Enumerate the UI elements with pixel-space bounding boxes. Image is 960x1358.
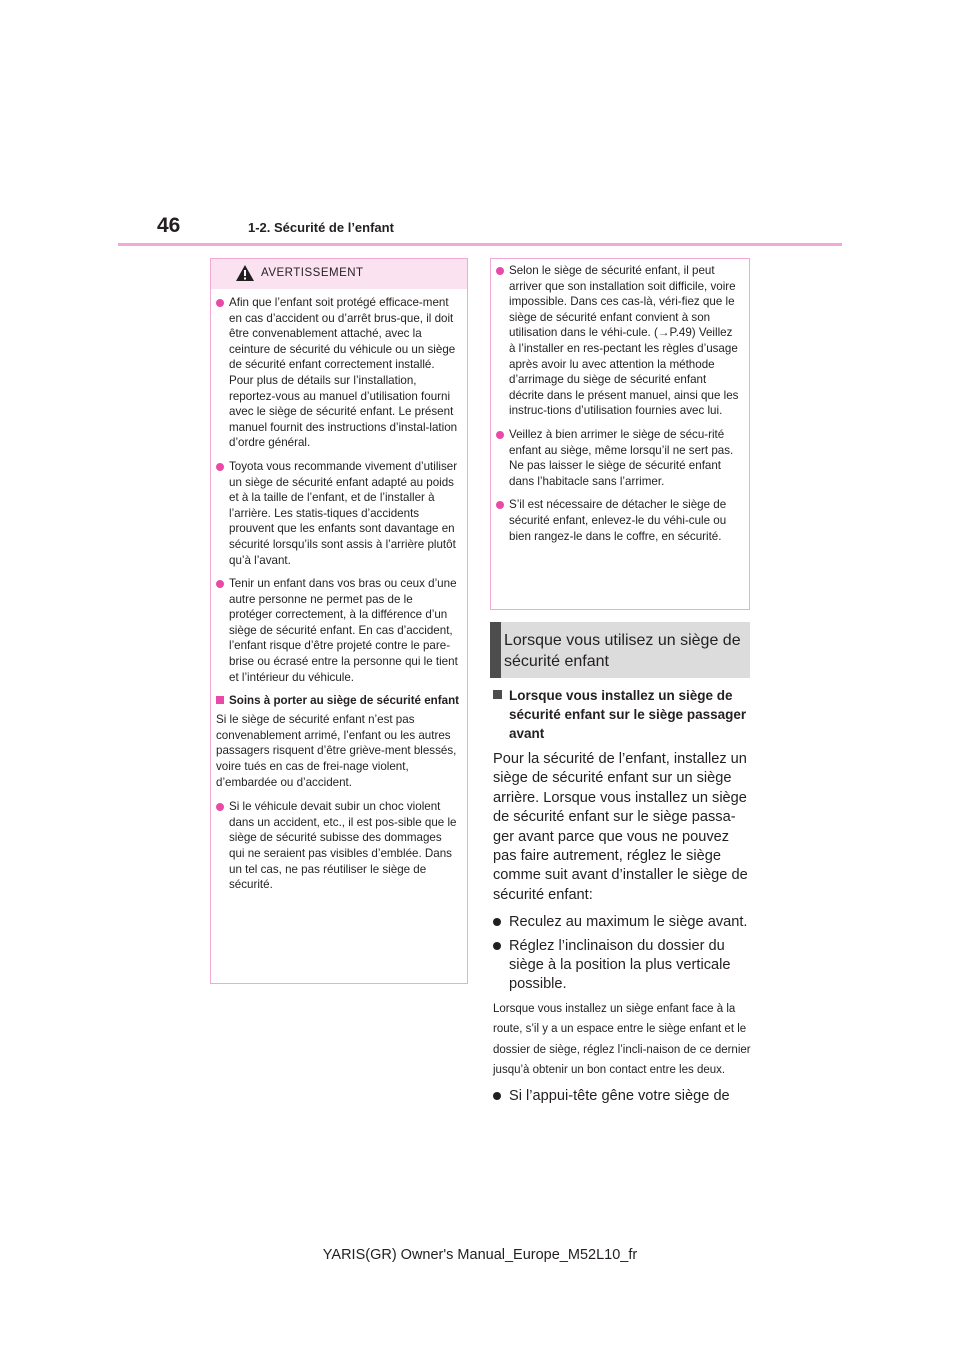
warning-box — [210, 258, 468, 984]
section-heading-bar — [490, 622, 501, 678]
care-heading: Soins à porter au siège de sécurité enfant — [216, 693, 459, 708]
warning-item: Toyota vous recommande vivement d’utiliser un siège de sécurité enfant adapté au poids et à la taille de l’enfant, et de l’installer à l’arrière. Les statis-tiques d’accidents prouvent que les enfants sont davantage en sécurité lorsqu’ils sont assis à l’arrière plutôt qu’à l’avant. — [216, 459, 459, 568]
section-title: 1-2. Sécurité de l’enfant — [248, 220, 394, 235]
warning-item: S’il est nécessaire de détacher le siège de sécurité enfant, enlevez-le du véhi-cule ou bien rangez-le dans le coffre, en sécurité. — [496, 497, 741, 544]
warning-item: Afin que l’enfant soit protégé efficace-ment en cas d’accident ou d’arrêt brus-que, il doit être convenablement attaché, avec la ceinture de sécurité du véhicule ou un siège de sécurité enfant correctement installé. Pour plus de détails sur l’installation, reportez-vous au manuel d’utilisation fourni avec le siège de sécurité enfant. Le présent manuel fournit des instructions d’instal-lation d’ordre général. — [216, 295, 459, 451]
step-item: Si l’appui-tête gêne votre siège de — [493, 1087, 755, 1106]
bullet-icon — [496, 501, 504, 509]
header-rule — [118, 243, 842, 246]
bullet-icon — [216, 803, 224, 811]
bullet-icon — [216, 463, 224, 471]
page-number: 46 — [157, 214, 181, 237]
bullet-icon — [496, 267, 504, 275]
warning-item: Veillez à bien arrimer le siège de sécu-rité enfant au siège, même lorsqu’il ne sert pas. Ne pas laisser le siège de sécurité enfant dans l’habitacle sans l’arrimer. — [496, 427, 741, 489]
warning-item: Selon le siège de sécurité enfant, il peut arriver que son installation soit difficile, voire impossible. Dans ces cas-là, véri-fiez que le siège de sécurité enfant convient à son utilisation dans le véhi-cule. (→P.49) Veillez à l’installer en res-pectant les règles d’usage après avoir lu avec attention la méthode d’arrimage du siège de sécurité enfant décrite dans le présent manuel, ainsi que les instruc-tions d’utilisation fournies avec lui. — [496, 263, 741, 419]
sub-heading: Lorsque vous installez un siège de sécurité enfant sur le siège passager avant — [493, 686, 755, 743]
bullet-icon — [493, 1092, 501, 1100]
step-item: Réglez l’inclinaison du dossier du siège à la position la plus verticale possible. — [493, 937, 755, 995]
warning-header — [211, 259, 467, 289]
warning-item: Tenir un enfant dans vos bras ou ceux d’une autre personne ne permet pas de le protéger correctement, à la différence d’un siège de sécurité enfant. En cas d’accident, l’enfant risque d’être projeté contre le pare-brise ou écrasé entre la personne qui le tient et l’intérieur du véhicule. — [216, 576, 459, 685]
bullet-icon — [493, 918, 501, 926]
bullet-icon — [496, 431, 504, 439]
intro-paragraph: Pour la sécurité de l’enfant, installez un siège de sécurité enfant sur un siège arrière. Lorsque vous installez un siège de sécurité enfant sur le siège passa-ger avant parce que vous ne pouvez pas faire autrement, réglez le siège comme suit avant d’installer le siège de sécurité enfant: — [493, 751, 748, 903]
step-item: Reculez au maximum le siège avant. — [493, 913, 755, 932]
square-bullet-icon — [216, 696, 224, 704]
bullet-icon — [493, 942, 501, 950]
warning-title: AVERTISSEMENT — [261, 267, 364, 279]
warning-item: Si le véhicule devait subir un choc violent dans un accident, etc., il est pos-sible que le siège de sécurité subisse des dommages qui ne seraient pas visibles d’emblée. Dans un tel cas, ne pas réutiliser le siège de sécurité. — [216, 799, 459, 893]
warning-triangle-icon — [235, 264, 255, 282]
section-heading-box — [490, 622, 750, 678]
bullet-icon — [216, 580, 224, 588]
square-bullet-icon — [493, 690, 502, 699]
footer-text: YARIS(GR) Owner's Manual_Europe_M52L10_fr — [322, 1247, 638, 1263]
main-content — [493, 686, 755, 1110]
care-text: Si le siège de sécurité enfant n’est pas convenablement arrimé, l’enfant ou les autres passagers risquent d’être griève-ment blessés, voire tués en cas de frei-nage violent, d’embardée ou d’accident. — [216, 713, 457, 789]
section-heading: Lorsque vous utilisez un siège de sécurité enfant — [504, 632, 741, 670]
note-paragraph: Lorsque vous installez un siège enfant face à la route, s’il y a un espace entre le siège enfant et le dossier de siège, réglez l’incli-naison de ce dernier jusqu’à obtenir un bon contact entre les deux. — [493, 1002, 751, 1077]
bullet-icon — [216, 299, 224, 307]
warning-box-continued — [490, 258, 750, 610]
